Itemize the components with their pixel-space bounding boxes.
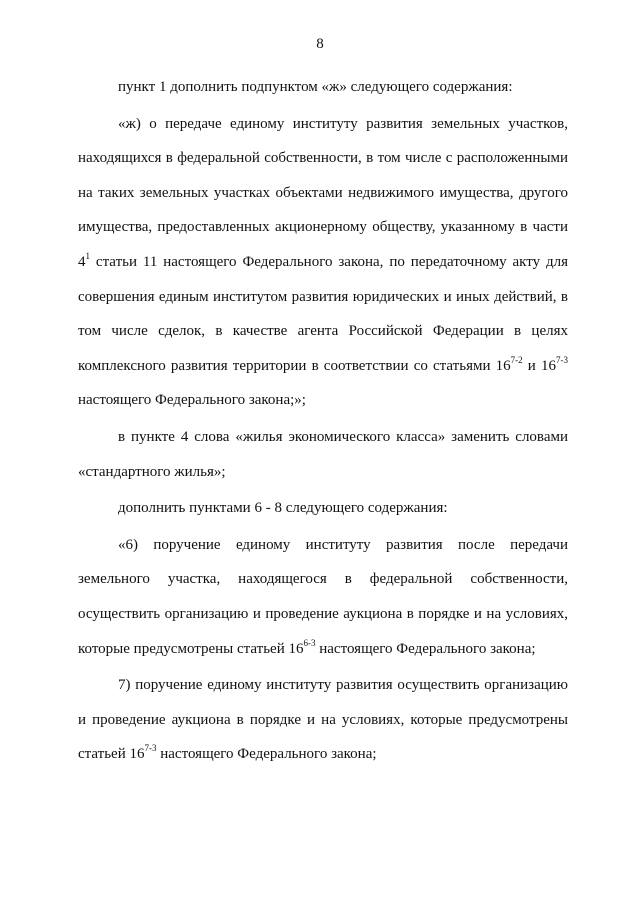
paragraph-add-items (78, 491, 568, 526)
page-number: 8 (316, 36, 324, 52)
paragraph-text-run: пункт 1 дополнить подпунктом «ж» следующего содержания: (118, 79, 513, 95)
superscript-index: 7-3 (556, 354, 568, 365)
paragraph-text-run: в пункте 4 слова «жилья экономического класса» заменить словами «стандартного жилья»; (78, 428, 568, 480)
paragraph-item-6 (78, 528, 568, 666)
paragraph-text-run: «6) поручение единому институту развития после передачи земельного участка, находящегося в федеральной собственности, осуществить организацию и проведение аукциона в порядке и на условиях, которые предусмотрены статьей 16 (78, 536, 568, 657)
paragraph-text-run: настоящего Федерального закона; (156, 746, 377, 763)
superscript-index: 7-2 (510, 354, 523, 365)
paragraph-text-run: статьи 11 настоящего Федерального закона, по передаточному акту для совершения единым институтом развития юридических и иных действий, в том числе сделок, в качестве агента Российской Федерации в целях комплексного развития территории в соответствии со статьями 16 (78, 253, 568, 374)
document-body (78, 70, 568, 772)
paragraph-text-run: 7) поручение единому институту развития осуществить организацию и проведение аукциона в порядке и на условиях, которые предусмотрены статьей 16 (78, 677, 568, 763)
superscript-index: 6-3 (303, 637, 316, 648)
superscript-index: 7-3 (144, 743, 157, 754)
paragraph-item-1 (78, 70, 568, 105)
paragraph-text-run: настоящего Федерального закона; (315, 640, 536, 657)
paragraph-text-run: настоящего Федерального закона;»; (78, 392, 306, 409)
paragraph-text-run: дополнить пунктами 6 - 8 следующего содержания: (118, 500, 448, 517)
paragraph-text-run: и 16 (522, 357, 556, 374)
paragraph-subitem-zh (78, 107, 568, 418)
superscript-index: 1 (85, 250, 90, 261)
paragraph-item-7 (78, 668, 568, 772)
paragraph-item-4-replacement (78, 420, 568, 489)
paragraph-text-run: «ж) о передаче единому институту развития земельных участков, находящихся в федеральной собственности, в том числе с расположенными на таких земельных участках объектами недвижимого имущества, другого имущества, предоставленных акционерному обществу, указанному в части 4 (78, 115, 568, 270)
